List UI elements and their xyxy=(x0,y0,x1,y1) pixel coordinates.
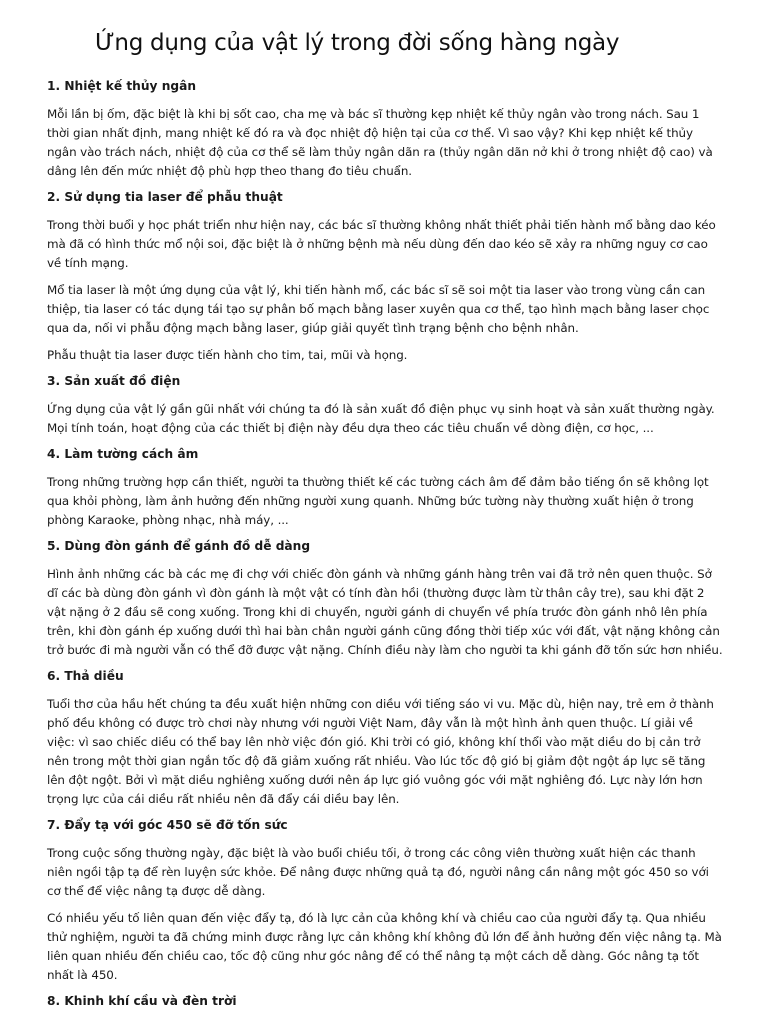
section-heading: 3. Sản xuất đồ điện xyxy=(47,374,181,388)
section-paragraph: Tuổi thơ của hầu hết chúng ta đều xuất hiện những con diều với tiếng sáo vi vu. Mặc dù, hiện nay, trẻ em ở thành phố đều không có được trò chơi này nhưng với người Việt Nam, đây vẫn là một hình ảnh quen thuộc. Lí giải về việc: vì sao chiếc diều có thể bay lên nhờ việc đón gió. Khi trời có gió, không khí thổi vào mặt diều do bị cản trở nên trong một thời gian ngắn tốc độ đã giảm xuống rất nhiều. Vào lúc tốc độ gió bị giảm đột ngột áp lực sẽ tăng lên đột ngột. Bởi vì mặt diều nghiêng xuống dưới nên áp lực gió vuông góc với mặt nghiêng đó. Lực này lớn hơn trọng lực của cái diều rất nhiều nên đã đẩy cái diều bay lên. xyxy=(47,697,714,806)
section-paragraph: Trong cuộc sống thường ngày, đặc biệt là vào buổi chiều tối, ở trong các công viên thường xuất hiện các thanh niên ngồi tập tạ để rèn luyện sức khỏe. Để nâng được những quả tạ đó, người nâng cần nâng một góc 450 so với cơ thể để việc nâng tạ được dễ dàng. xyxy=(47,846,709,898)
section-heading: 8. Khinh khí cầu và đèn trời xyxy=(47,994,237,1008)
sections-container xyxy=(47,78,724,1010)
section-heading: 5. Dùng đòn gánh để gánh đồ dễ dàng xyxy=(47,539,311,553)
section-2 xyxy=(47,189,724,365)
section-paragraph: Có nhiều yếu tố liên quan đến việc đẩy tạ, đó là lực cản của không khí và chiều cao của người đẩy tạ. Qua nhiều thử nghiệm, người ta đã chứng minh được rằng lực cản không khí không đủ lớn để ảnh hưởng đến việc nâng tạ. Mà liên quan nhiều đến chiều cao, tốc độ cũng như góc nâng để có thể nâng tạ một cách dễ dàng. Góc nâng tạ tốt nhất là 450. xyxy=(47,911,722,982)
section-paragraph: Ứng dụng của vật lý gần gũi nhất với chúng ta đó là sản xuất đồ điện phục vụ sinh hoạt và sản xuất thường ngày. Mọi tính toán, hoạt động của các thiết bị điện này đều dựa theo các tiêu chuẩn về dòng điện, cơ học, ... xyxy=(47,402,715,435)
section-7 xyxy=(47,817,724,985)
section-paragraph: Mỗi lần bị ốm, đặc biệt là khi bị sốt cao, cha mẹ và bác sĩ thường kẹp nhiệt kế thủy ngân vào trong nách. Sau 1 thời gian nhất định, mang nhiệt kế đó ra và đọc nhiệt độ hiện tại của cơ thể. Vì sao vậy? Khi kẹp nhiệt kế thủy ngân vào trách nách, nhiệt độ của cơ thể sẽ làm thủy ngân dãn ra (thủy ngân dãn nở khi ở trong nhiệt độ cao) và dâng lên đến mức nhiệt độ phù hợp theo thang đo tiêu chuẩn. xyxy=(47,107,713,178)
section-1 xyxy=(47,78,724,181)
section-heading: 1. Nhiệt kế thủy ngân xyxy=(47,79,197,93)
section-paragraph: Trong những trường hợp cần thiết, người ta thường thiết kế các tường cách âm để đảm bảo tiếng ồn sẽ không lọt qua khỏi phòng, làm ảnh hưởng đến những người xung quanh. Những bức tường này thường xuất hiện ở trong phòng Karaoke, phòng nhạc, nhà máy, ... xyxy=(47,475,709,527)
section-6 xyxy=(47,668,724,809)
section-heading: 7. Đẩy tạ với góc 450 sẽ đỡ tốn sức xyxy=(47,818,288,832)
section-4 xyxy=(47,446,724,530)
section-heading: 2. Sử dụng tia laser để phẫu thuật xyxy=(47,190,283,204)
page-title: Ứng dụng của vật lý trong đời sống hàng ngày xyxy=(95,30,620,56)
section-paragraph: Phẫu thuật tia laser được tiến hành cho tim, tai, mũi và họng. xyxy=(47,348,408,362)
section-8 xyxy=(47,993,724,1010)
section-3 xyxy=(47,373,724,438)
section-paragraph: Mổ tia laser là một ứng dụng của vật lý, khi tiến hành mổ, các bác sĩ sẽ soi một tia laser vào trong vùng cần can thiệp, tia laser có tác dụng tái tạo sự phân bố mạch bằng laser xuyên qua cơ thể, tạo hình mạch bằng laser chọc qua da, nối vi phẫu động mạch bằng laser, giúp giải quyết tình trạng bệnh cho bệnh nhân. xyxy=(47,283,710,335)
section-heading: 6. Thả diều xyxy=(47,669,124,683)
section-heading: 4. Làm tường cách âm xyxy=(47,447,199,461)
section-paragraph: Hình ảnh những các bà các mẹ đi chợ với chiếc đòn gánh và những gánh hàng trên vai đã trở nên quen thuộc. Sở dĩ các bà dùng đòn gánh vì đòn gánh là một vật có tính đàn hồi (thường được làm từ thân cây tre), sau khi đặt 2 vật nặng ở 2 đầu sẽ cong xuống. Trong khi di chuyển, người gánh di chuyển về phía trước đòn gánh nhô lên phía trên, khi đòn gánh ép xuống dưới thì hai bàn chân người gánh cũng đồng thời tiếp xúc với đất, vật nặng không cản trở bước đi mà người vẫn có thể đỡ được vật nặng. Chính điều này làm cho người ta khi gánh đỡ tốn sức hơn nhiều. xyxy=(47,567,723,657)
section-5 xyxy=(47,538,724,660)
section-paragraph: Trong thời buổi y học phát triển như hiện nay, các bác sĩ thường không nhất thiết phải tiến hành mổ bằng dao kéo mà đã có hình thức mổ nội soi, đặc biệt là ở những bệnh mà nếu dùng đến dao kéo sẽ xảy ra những nguy cơ cao về tính mạng. xyxy=(47,218,716,270)
